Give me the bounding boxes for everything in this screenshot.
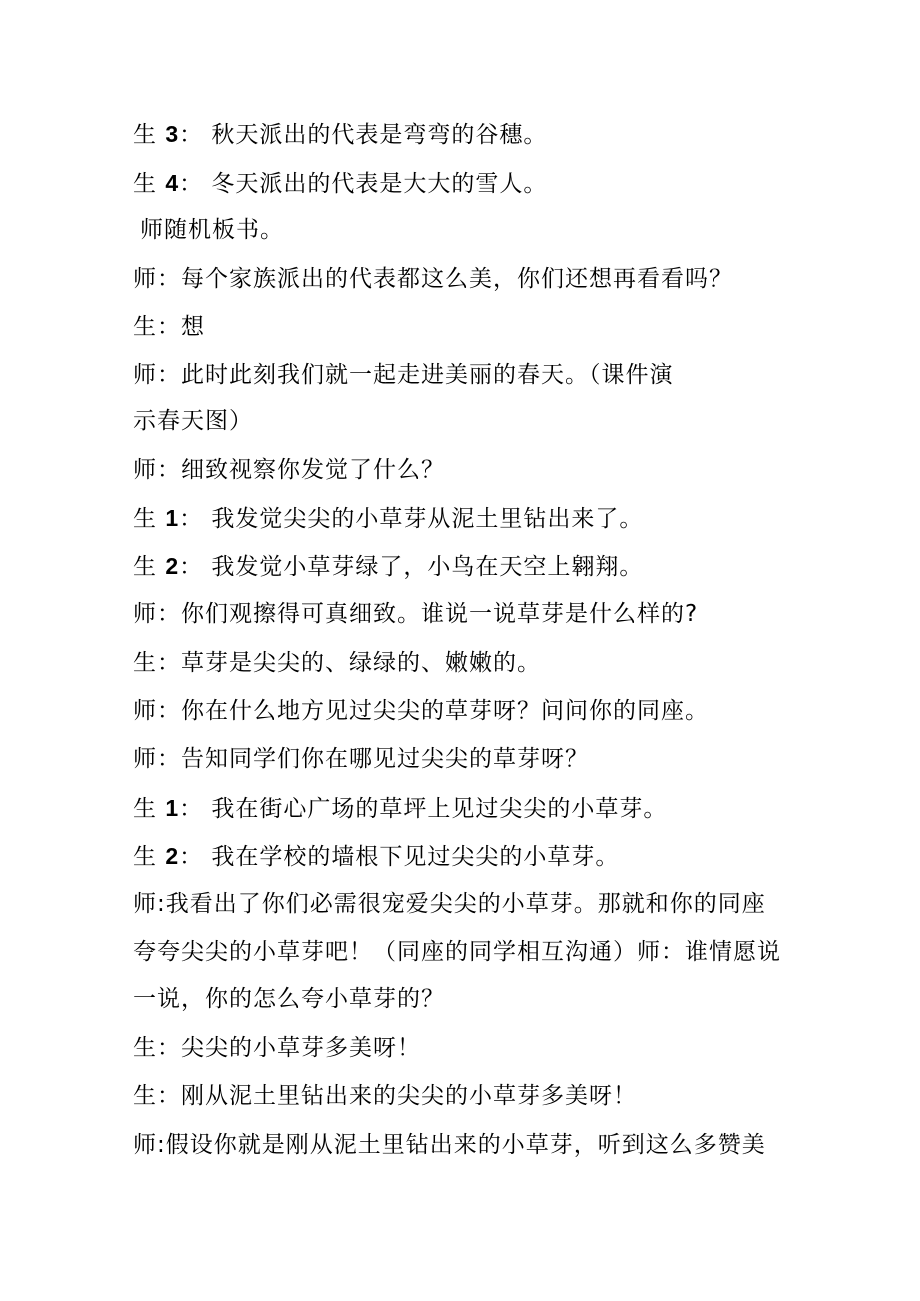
speaker: 生 — [133, 650, 157, 676]
line-text: 秋天派出的代表是弯弯的谷穗。 — [211, 122, 548, 148]
line-text: 告知同学们你在哪见过尖尖的草芽呀？ — [181, 746, 589, 772]
line-text: 我在学校的墙根下见过尖尖的小草芽。 — [211, 844, 620, 870]
separator: ： — [157, 746, 181, 772]
line-text: 尖尖的小草芽多美呀！ — [181, 1035, 421, 1061]
dialogue-line — [133, 551, 813, 582]
dialogue-line — [140, 215, 820, 245]
dialogue-line — [133, 648, 813, 678]
separator: : — [157, 891, 166, 917]
line-text: 师随机板书。 — [140, 217, 284, 243]
line-text: 你们观擦得可真细致。谁说一说草芽是什么样的? — [181, 601, 699, 627]
speaker: 生 — [133, 506, 157, 532]
line-text: 一说，你的怎么夸小草芽的？ — [133, 986, 445, 1012]
dialogue-line — [133, 793, 813, 824]
separator: ： — [157, 1035, 181, 1061]
line-text: 细致视察你发觉了什么？ — [181, 457, 445, 483]
separator: : — [157, 1132, 166, 1158]
dialogue-line — [133, 1033, 813, 1063]
dialogue-line — [133, 503, 813, 534]
speaker-number: 4 — [165, 170, 180, 196]
dialogue-line — [133, 599, 813, 629]
separator: ： — [179, 506, 204, 532]
speaker: 生 — [133, 844, 157, 870]
line-text: 此时此刻我们就一起走进美丽的春天。（课件演 — [181, 362, 674, 388]
speaker-number: 1 — [165, 505, 180, 531]
line-text: 我在街心广场的草坪上见过尖尖的小草芽。 — [211, 796, 668, 822]
dialogue-line — [133, 168, 813, 199]
speaker-number: 3 — [165, 121, 180, 147]
speaker: 师 — [133, 266, 157, 292]
separator: ： — [179, 844, 204, 870]
dialogue-line — [133, 1081, 813, 1111]
speaker: 生 — [133, 796, 157, 822]
speaker: 师 — [133, 698, 157, 724]
speaker-number: 2 — [165, 843, 180, 869]
line-text: 示春天图） — [133, 408, 253, 434]
speaker-number: 2 — [165, 553, 180, 579]
line-text: 夸夸尖尖的小草芽吧！（同座的同学相互沟通）师：谁情愿说 — [133, 939, 781, 965]
line-text: 我发觉尖尖的小草芽从泥土里钻出来了。 — [211, 506, 644, 532]
dialogue-line — [133, 312, 813, 342]
speaker: 生 — [133, 314, 157, 340]
speaker: 师 — [133, 457, 157, 483]
separator: ： — [157, 362, 181, 388]
dialogue-line — [133, 119, 813, 150]
speaker: 师 — [133, 1132, 157, 1158]
separator: ： — [157, 314, 181, 340]
separator: ： — [179, 796, 204, 822]
speaker: 师 — [133, 601, 157, 627]
separator: ： — [179, 122, 204, 148]
speaker: 生 — [133, 1035, 157, 1061]
separator: ： — [157, 650, 181, 676]
separator: ： — [179, 171, 204, 197]
separator: ： — [157, 698, 181, 724]
speaker: 生 — [133, 171, 157, 197]
line-text: 我发觉小草芽绿了，小鸟在天空上翱翔。 — [211, 554, 644, 580]
dialogue-line — [133, 455, 813, 485]
line-text: 每个家族派出的代表都这么美，你们还想再看看吗？ — [181, 266, 733, 292]
dialogue-line — [133, 937, 813, 967]
speaker: 师 — [133, 362, 157, 388]
separator: ： — [157, 1083, 181, 1109]
dialogue-line — [133, 889, 813, 919]
speaker: 生 — [133, 1083, 157, 1109]
line-text: 假设你就是刚从泥土里钻出来的小草芽，听到这么多赞美 — [165, 1132, 766, 1158]
dialogue-line — [133, 1130, 813, 1160]
speaker: 生 — [133, 554, 157, 580]
dialogue-line — [133, 696, 813, 726]
speaker-number: 1 — [165, 795, 180, 821]
dialogue-line — [133, 360, 813, 390]
line-text: 刚从泥土里钻出来的尖尖的小草芽多美呀！ — [181, 1083, 637, 1109]
dialogue-line — [133, 841, 813, 872]
line-text: 想 — [181, 314, 205, 340]
speaker: 师 — [133, 891, 157, 917]
separator: ： — [179, 554, 204, 580]
dialogue-line — [133, 406, 813, 436]
line-text: 我看出了你们必需很宠爱尖尖的小草芽。那就和你的同座 — [165, 891, 766, 917]
dialogue-line — [133, 264, 813, 294]
speaker: 生 — [133, 122, 157, 148]
dialogue-line — [133, 984, 813, 1014]
line-text: 你在什么地方见过尖尖的草芽呀？问问你的同座。 — [181, 698, 709, 724]
separator: ： — [157, 457, 181, 483]
speaker: 师 — [133, 746, 157, 772]
dialogue-line — [133, 744, 813, 774]
line-text: 草芽是尖尖的、绿绿的、嫩嫩的。 — [181, 650, 541, 676]
separator: ： — [157, 601, 181, 627]
separator: ： — [157, 266, 181, 292]
line-text: 冬天派出的代表是大大的雪人。 — [211, 171, 548, 197]
